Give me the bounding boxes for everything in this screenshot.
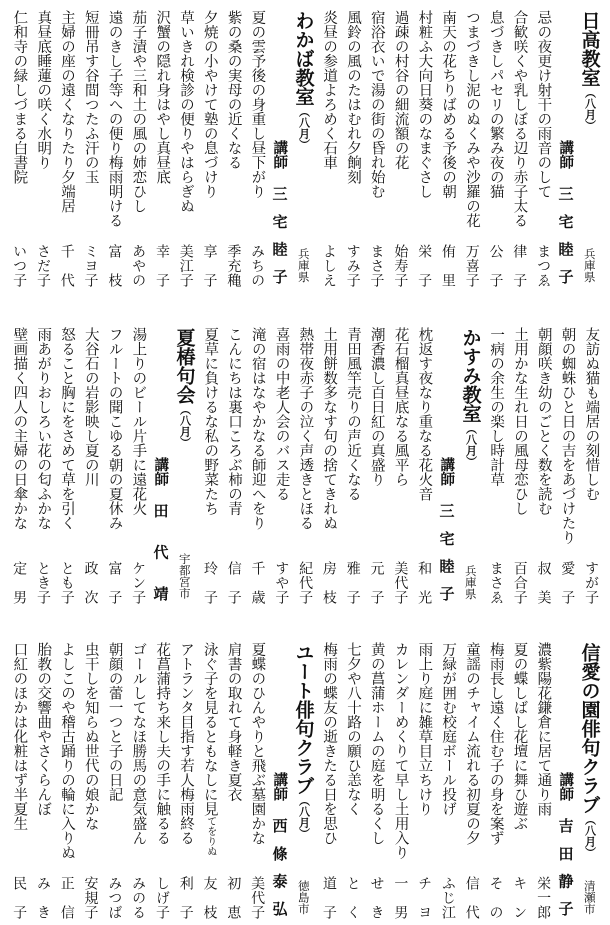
haiku-text: 友訪ぬ猫も端居の刻惜しむ (583, 327, 600, 501)
haiku-author: ふじ江 (439, 876, 456, 919)
section-month: （八月） (178, 404, 192, 448)
haiku-column (102, 325, 126, 609)
haiku-text (202, 642, 217, 856)
haiku-column (55, 325, 79, 609)
haiku-column (245, 640, 269, 924)
haiku-text: 夏の雲予後の身重し昼下がり (249, 10, 266, 199)
haiku-author: みちの (249, 244, 266, 287)
haiku-column (388, 640, 412, 924)
haiku-column (55, 640, 79, 924)
haiku-column (532, 325, 556, 609)
haiku-author: しげ子 (153, 876, 170, 919)
haiku-author: 定男 (11, 561, 28, 604)
haiku-column (79, 8, 103, 292)
haiku-author: 信代 (463, 876, 480, 919)
haiku-column (365, 640, 389, 924)
haiku-author: 紀代子 (297, 561, 314, 604)
haiku-author: 富枝 (106, 244, 123, 287)
section-month: （八月） (464, 423, 478, 467)
haiku-text: 梅雨の蝶友の逝きたる日を思ひ (321, 642, 338, 845)
haiku-text: 過疎の村谷の細流額の花 (392, 10, 409, 170)
haiku-author: 友枝 (201, 876, 218, 919)
haiku-column (317, 640, 341, 924)
haiku-author: とく (344, 876, 361, 919)
section-header (289, 640, 317, 924)
section-name: 信愛の園俳句クラブ (578, 643, 601, 814)
haiku-column (198, 640, 222, 924)
haiku-text: こんにちは裏口ころぶ柿の青 (225, 327, 242, 516)
haiku-column (412, 8, 436, 292)
haiku-text: 濃紫陽花鎌倉に居て通り雨 (535, 642, 552, 816)
haiku-column (388, 8, 412, 292)
haiku-text: 宿浴衣いで湯の街の昏れ始む (368, 10, 385, 199)
haiku-column (150, 640, 174, 924)
haiku-text: よしこのや稽古踊りの輪に入りぬ (59, 642, 75, 860)
haiku-column (221, 8, 245, 292)
haiku-column (531, 8, 555, 292)
section-header (575, 640, 603, 924)
haiku-text: フルートの聞こゆる朝の夏休み (106, 327, 123, 530)
haiku-column (579, 325, 603, 609)
haiku-text: 風鈴の風のたはむれ夕餉刻 (344, 10, 361, 184)
haiku-column (55, 8, 79, 292)
haiku-column (198, 325, 222, 609)
haiku-column (317, 325, 341, 609)
haiku-author: 季充穐 (225, 244, 242, 287)
haiku-column (507, 8, 531, 292)
haiku-text: 雨上り庭に雑草目立ちけり (416, 642, 433, 816)
section-title (580, 643, 599, 858)
lecturer-label: 講師 (271, 140, 288, 169)
haiku-text: 胎教の交響曲やさくらんぼ (35, 642, 52, 816)
haiku-column (460, 8, 484, 292)
lecturer-location: 兵庫県 (296, 247, 311, 282)
haiku-column (555, 325, 579, 609)
section-month: （八月） (297, 795, 311, 839)
haiku-text: 梅雨長し遠く住む子の身を案ず (487, 642, 504, 845)
haiku-column (436, 640, 460, 924)
haiku-text: 童謡のチャイム流れる初夏の夕 (463, 642, 480, 845)
haiku-author: 玲子 (201, 561, 218, 604)
haiku-column (174, 640, 198, 924)
haiku-text: 夏草に負けるな私の野菜たち (202, 327, 219, 516)
lecturer-label: 講師 (438, 457, 455, 486)
haiku-text: 夕焼の小やけて塾の息づけり (201, 10, 218, 199)
haiku-text: 夏の蝶しばし花壇に舞ひ遊ぶ (511, 642, 528, 831)
haiku-author: 初恵 (225, 876, 242, 919)
haiku-author: キン (511, 876, 528, 919)
lecturer-name: 田代靖 (151, 503, 170, 601)
section-month: （八月） (297, 106, 311, 150)
haiku-column (7, 640, 31, 924)
haiku-text: 沢蟹の隠れ身はやし真昼底 (154, 10, 171, 184)
haiku-author: 享子 (201, 244, 218, 287)
haiku-column (388, 325, 412, 609)
haiku-text: 一病の余生の楽し時計草 (488, 327, 505, 487)
haiku-author: 安規子 (82, 876, 99, 919)
lecturer-location: 兵庫県 (582, 247, 597, 282)
haiku-column (412, 640, 436, 924)
section-name: わかば教室 (292, 11, 315, 106)
haiku-text: 黄の菖蒲ホームの庭を明るくし (368, 642, 385, 845)
haiku-column (79, 325, 103, 609)
haiku-author: 美代子 (249, 876, 266, 919)
haiku-author: さだ子 (34, 244, 51, 287)
haiku-text: 短冊吊す谷間つたふ汗の玉 (82, 10, 99, 184)
haiku-text: アトランタ目指す若人梅雨終る (177, 642, 194, 845)
haiku-column (126, 640, 150, 924)
lecturer-location: 宇都宮市 (177, 553, 192, 599)
lecturer-location: 清瀬市 (582, 879, 597, 914)
haiku-column (245, 8, 269, 292)
haiku-author: みつば (106, 876, 123, 919)
haiku-author: チヨ (416, 876, 433, 919)
haiku-author: 侑里 (439, 244, 456, 287)
lecturer-label: 講師 (152, 457, 169, 486)
haiku-author: すが子 (583, 561, 600, 604)
haiku-column (484, 325, 508, 609)
section-month: （八月） (583, 814, 597, 858)
section-name: かすみ教室 (459, 328, 482, 423)
haiku-column (531, 640, 555, 924)
lecturer-line (269, 8, 289, 292)
haiku-column (484, 640, 508, 924)
haiku-author: 民子 (11, 876, 28, 919)
section-header (170, 325, 198, 609)
lecturer-location: 兵庫県 (463, 564, 478, 599)
haiku-text: 肩書の取れて身軽き夏衣 (225, 642, 242, 802)
haiku-text: つまづきし泥のぬくみや沙羅の花 (463, 10, 480, 228)
haiku-column (7, 8, 31, 292)
haiku-column (341, 325, 365, 609)
haiku-author: すみ子 (344, 244, 361, 287)
haiku-column (508, 325, 532, 609)
haiku-author: みのる (130, 876, 147, 919)
haiku-text: 夏蝶のひんやりと飛ぶ墓園かな (249, 642, 266, 845)
band-bottom (0, 640, 603, 924)
haiku-column (102, 640, 126, 924)
haiku-author: 美江子 (177, 244, 194, 287)
haiku-column (317, 8, 341, 292)
section-header (575, 8, 603, 292)
haiku-text: 花菖蒲持ち来し夫の手に触るる (154, 642, 171, 845)
haiku-author: ケン子 (130, 561, 147, 604)
haiku-author: 千代 (58, 244, 75, 287)
haiku-text-main: 泳ぐ子を見るともなしに見 (201, 642, 218, 816)
lecturer-name: 吉田静子 (556, 818, 575, 916)
haiku-author: ミヨ子 (82, 244, 99, 287)
haiku-column (460, 640, 484, 924)
haiku-text: 枕返す夜なり重なる花火音 (416, 327, 433, 501)
haiku-column (102, 8, 126, 292)
haiku-column (221, 640, 245, 924)
haiku-column (341, 8, 365, 292)
lecturer-name: 三宅睦子 (437, 503, 456, 601)
lecturer-line (269, 640, 289, 924)
haiku-author: 政次 (82, 561, 99, 604)
haiku-column (507, 640, 531, 924)
section-name: ユート俳句クラブ (292, 643, 315, 795)
section-title (461, 328, 480, 467)
haiku-text: ゴールしてなほ勝馬の意気盛ん (130, 642, 147, 845)
haiku-author: とも子 (58, 561, 75, 604)
haiku-author: 利子 (177, 876, 194, 919)
haiku-author: 千歳 (249, 561, 266, 604)
section-title (294, 11, 313, 150)
haiku-column (269, 325, 293, 609)
haiku-author: 愛子 (559, 561, 576, 604)
haiku-column (174, 8, 198, 292)
haiku-column (7, 325, 31, 609)
haiku-column (31, 325, 55, 609)
haiku-author: 元子 (368, 561, 385, 604)
haiku-text: 青田風竿売りの声近くなる (344, 327, 361, 501)
haiku-author: 道子 (320, 876, 337, 919)
haiku-author: 叔美 (535, 561, 552, 604)
haiku-text: 熱帯夜赤子の泣く声透きとほる (297, 327, 314, 530)
section-title (580, 11, 599, 131)
haiku-column (365, 8, 389, 292)
haiku-author: 律子 (511, 244, 528, 287)
haiku-text: 花石榴真昼底なる風平ら (392, 327, 409, 487)
haiku-text: 滝の宿はなやかなる師迎へをり (249, 327, 266, 530)
haiku-author: よしえ (320, 244, 337, 287)
haiku-author: みき (34, 876, 51, 919)
haiku-text: 仁和寺の緑しづまる白書院 (11, 10, 28, 184)
band-top (0, 8, 603, 292)
haiku-text: 怒ること胸にをさめて草を引く (59, 327, 75, 530)
haiku-text: 万緑が囲む校庭ボール投げ (440, 642, 457, 816)
haiku-text: 大谷石の岩影映し夏の川 (82, 327, 99, 487)
haiku-column (31, 8, 55, 292)
haiku-author: 栄一郎 (535, 876, 552, 919)
haiku-author: 万喜子 (463, 244, 480, 287)
section-name: 夏椿句会 (173, 328, 196, 404)
haiku-text: 湯上りのビール片手に遠花火 (130, 327, 147, 516)
haiku-author: 始寿子 (392, 244, 409, 287)
section-month: （八月） (583, 87, 597, 131)
haiku-text: 七夕や八十路の願ひ恙なく (344, 642, 361, 816)
haiku-author: まつゑ (535, 244, 552, 287)
haiku-author: その (487, 876, 504, 919)
lecturer-name: 三宅睦子 (270, 186, 289, 284)
lecturer-line (555, 640, 575, 924)
haiku-author: 百合子 (511, 561, 528, 604)
section-header (289, 8, 317, 292)
haiku-author: せき (368, 876, 385, 919)
haiku-text: 真昼底睡蓮の咲く水明り (35, 10, 52, 170)
haiku-author: 信子 (225, 561, 242, 604)
haiku-text: 喜雨の中老人会のバス走る (273, 327, 290, 501)
haiku-author: いつ子 (11, 244, 28, 287)
haiku-text: 忌の夜更け射干の雨音のして (535, 10, 552, 199)
haiku-column (412, 325, 436, 609)
haiku-column (341, 640, 365, 924)
section-header (456, 325, 484, 609)
haiku-text: 土用かな生れ日の風母恋ひし (511, 327, 528, 516)
haiku-column (198, 8, 222, 292)
haiku-author: 一男 (392, 876, 409, 919)
haiku-text: 主婦の座の遠くなりたり夕端居 (59, 10, 75, 213)
band-middle (0, 325, 603, 609)
haiku-text-compressed-tail: てをりぬ (204, 816, 216, 856)
haiku-column (222, 325, 246, 609)
haiku-text: 朝顔の蕾一つと子の日記 (106, 642, 123, 802)
haiku-author: 房枝 (320, 561, 337, 604)
lecturer-line (150, 325, 170, 609)
haiku-column (79, 640, 103, 924)
haiku-author: すや子 (273, 561, 290, 604)
haiku-text: 遠のきし子等への便り梅雨明ける (106, 10, 123, 228)
lecturer-label: 講師 (557, 140, 574, 169)
haiku-author: まさ子 (368, 244, 385, 287)
lecturer-line (555, 8, 575, 292)
haiku-author: 幸子 (153, 244, 170, 287)
haiku-column (126, 8, 150, 292)
haiku-text: 紫の桑の実母の近くなる (225, 10, 242, 170)
haiku-column (484, 8, 508, 292)
haiku-text: 壁画描く四人の主婦の日傘かな (11, 327, 28, 530)
haiku-text: 村粧ふ大向日葵のなまぐさし (416, 10, 433, 199)
haiku-text: 潮香濃し百日紅の真盛り (368, 327, 385, 487)
haiku-column (246, 325, 270, 609)
lecturer-label: 講師 (271, 772, 288, 801)
haiku-text: 炎昼の参道よろめく石車 (321, 10, 338, 170)
haiku-text: 土用餅数多なす句の捨てきれぬ (321, 327, 338, 530)
haiku-author: 美代子 (392, 561, 409, 604)
haiku-author: とき子 (34, 561, 51, 604)
haiku-column (436, 8, 460, 292)
section-title (175, 328, 194, 448)
haiku-text: 雨あがりおしろい花の匂ふかな (35, 327, 52, 530)
haiku-text: 虫干しを知らぬ世代の娘かな (82, 642, 99, 831)
haiku-text: 合歓咲くや乳しぼる辺り赤子太る (511, 10, 528, 228)
lecturer-line (436, 325, 456, 609)
haiku-column (293, 325, 317, 609)
haiku-text: 南天の花ちりばめる予後の朝 (440, 10, 457, 199)
haiku-author: 富子 (106, 561, 123, 604)
haiku-author: 和光 (416, 561, 433, 604)
lecturer-name: 三宅睦子 (556, 186, 575, 284)
haiku-author: 栄子 (416, 244, 433, 287)
haiku-text: カレンダーめくりて早し土用入り (392, 642, 409, 860)
section-title (294, 643, 313, 839)
haiku-column (31, 640, 55, 924)
haiku-text: 息づきしパセリの繁み夜の猫 (487, 10, 504, 199)
lecturer-label: 講師 (557, 772, 574, 801)
haiku-text: 朝の蜘蛛ひと日の吉をあづけたり (559, 327, 576, 545)
haiku-column (365, 325, 389, 609)
haiku-text: 口紅のほかは化粧はず半夏生 (11, 642, 28, 831)
haiku-column (150, 8, 174, 292)
haiku-author: まさゑ (487, 561, 504, 604)
lecturer-name: 西條泰弘 (270, 818, 289, 916)
haiku-text: 茄子漬や三和土の風の姉恋ひし (130, 10, 147, 213)
lecturer-location: 徳島市 (296, 879, 311, 914)
haiku-text: 草いきれ検診の便りやはらぎぬ (177, 10, 194, 213)
haiku-author: あやの (130, 244, 147, 287)
haiku-author: 正信 (58, 876, 75, 919)
section-name: 日高教室 (578, 11, 601, 87)
haiku-text: 朝顔咲き幼のごとく数を読む (535, 327, 552, 516)
haiku-column (126, 325, 150, 609)
haiku-author: 雅子 (344, 561, 361, 604)
haiku-author: 公子 (487, 244, 504, 287)
